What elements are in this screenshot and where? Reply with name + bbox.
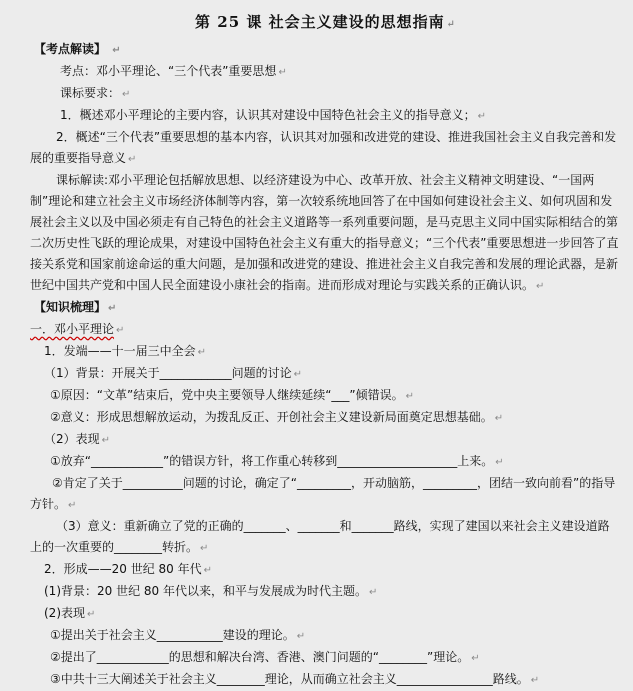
paragraph-mark: ↵ xyxy=(68,500,77,511)
paragraph-mark: ↵ xyxy=(128,154,137,165)
proposal-3-text: ③中共十三大阐述关于社会主义________理论，从而确立社会主义________________路线。 xyxy=(50,672,529,686)
paragraph-mark: ↵ xyxy=(197,347,207,358)
curriculum-req-text: 课标要求： xyxy=(60,86,121,100)
paragraph-mark: ↵ xyxy=(278,67,287,78)
deng-theory-heading xyxy=(30,319,621,341)
meaning-line xyxy=(30,516,621,559)
paragraph-mark: ↵ xyxy=(536,281,545,292)
paragraph-mark: ↵ xyxy=(368,587,378,598)
paragraph-mark: ↵ xyxy=(122,89,131,100)
formation-heading xyxy=(30,559,621,581)
paragraph-mark: ↵ xyxy=(87,609,96,620)
significance-text: ②意义：形成思想解放运动，为拨乱反正、开创社会主义建设新局面奠定思想基础。 xyxy=(50,410,493,424)
proposal-2-text: ②提出了____________的思想和解决台湾、香港、澳门问题的“________”理论。 xyxy=(50,650,470,664)
manifestation-heading xyxy=(30,429,621,451)
exam-point xyxy=(30,61,621,83)
req-item-2 xyxy=(30,127,621,170)
req-item-2-text: 2．概述“三个代表”重要思想的基本内容，认识其对加强和改进党的建设、推进我国社会主义自我完善和发展的重要指导意义 xyxy=(30,130,617,165)
curriculum-interpretation xyxy=(30,170,621,297)
curriculum-req xyxy=(30,83,621,105)
paragraph-mark: ↵ xyxy=(477,111,487,122)
req-item-1-text: 1．概述邓小平理论的主要内容，认识其对建设中国特色社会主义的指导意义； xyxy=(60,108,476,122)
paragraph-mark: ↵ xyxy=(405,391,415,402)
paragraph-mark: ↵ xyxy=(446,19,456,30)
formation-background xyxy=(30,581,621,603)
paragraph-mark: ↵ xyxy=(471,653,480,664)
formation-text: 2．形成——20 世纪 80 年代 xyxy=(44,562,202,576)
paragraph-mark: ↵ xyxy=(116,325,125,336)
knowledge-section-header xyxy=(34,297,621,319)
background-line xyxy=(30,363,621,385)
title-text: 第 25 课 社会主义建设的思想指南 xyxy=(195,13,445,31)
origin-text: 1．发端——十一届三中全会 xyxy=(44,344,196,358)
paragraph-mark: ↵ xyxy=(293,369,303,380)
background-text: （1）背景：开展关于____________问题的讨论 xyxy=(44,366,292,380)
paragraph-mark: ↵ xyxy=(495,457,504,468)
paragraph-mark: ↵ xyxy=(112,45,121,56)
paragraph-mark: ↵ xyxy=(200,543,209,554)
significance-line xyxy=(30,407,621,429)
knowledge-header-text: 【知识梳理】 xyxy=(34,300,107,314)
proposal-1 xyxy=(30,625,621,647)
paragraph-mark: ↵ xyxy=(296,631,306,642)
paragraph-mark: ↵ xyxy=(108,303,117,314)
manifestation-text: （2）表现 xyxy=(44,432,100,446)
cause-line xyxy=(30,385,621,407)
exam-section-header xyxy=(34,39,621,61)
meaning-text: （3）意义：重新确立了党的正确的_______、_______和_______路线，实现了建国以来社会主义建设道路上的一次重要的________转折。 xyxy=(30,519,610,554)
deng-theory-text: 一．邓小平理论 xyxy=(30,322,115,336)
exam-point-text: 考点：邓小平理论、“三个代表”重要思想 xyxy=(60,64,277,78)
proposal-3 xyxy=(30,669,621,691)
paragraph-mark: ↵ xyxy=(203,565,213,576)
affirm-line xyxy=(30,473,621,516)
interpretation-text: 课标解读:邓小平理论包括解放思想、以经济建设为中心、改革开放、社会主义精神文明建设、“一国两制”理论和建立社会主义市场经济体制等内容，第一次较系统地回答了在中国如何建设社会主义、如何巩固和发展社会主义以及中国必须走有自己特色的社会主义道路等一系列重要问题，是马克思主义同中国实际相结合的第二次历史性飞跃的理论成果，对建设中国特色社会主义有重大的指导意义；“三个代表”重要思想进一步回答了直接关系党和国家前途命运的重大问题，是加强和改进党的建设、推进社会主义自我完善和发展的理论武器，是新世纪中国共产党和中国人民全面建设小康社会的指南。进而形成对理论与实践关系的正确认识。 xyxy=(30,173,619,292)
origin-heading xyxy=(30,341,621,363)
formation-background-text: (1)背景：20 世纪 80 年代以来，和平与发展成为时代主题。 xyxy=(44,584,367,598)
abandon-text: ①放弃“____________”的错误方针，将工作重心转移到____________________上来。 xyxy=(50,454,494,468)
formation-manifestation xyxy=(30,603,621,625)
paragraph-mark: ↵ xyxy=(494,413,504,424)
affirm-text: ②肯定了关于__________问题的讨论，确定了“_________，开动脑筋，_________，团结一致向前看”的指导方针。 xyxy=(30,476,616,511)
abandon-line xyxy=(30,451,621,473)
lesson-title xyxy=(30,8,621,39)
req-item-1 xyxy=(30,105,621,127)
proposal-1-text: ①提出关于社会主义___________建设的理论。 xyxy=(50,628,295,642)
cause-text: ①原因：“文革”结束后，党中央主要领导人继续延续“___”倾错误。 xyxy=(50,388,404,402)
paragraph-mark: ↵ xyxy=(530,675,540,686)
formation-manifestation-text: (2)表现 xyxy=(44,606,85,620)
paragraph-mark: ↵ xyxy=(101,435,111,446)
proposal-2 xyxy=(30,647,621,669)
exam-header-text: 【考点解读】 xyxy=(34,42,107,56)
